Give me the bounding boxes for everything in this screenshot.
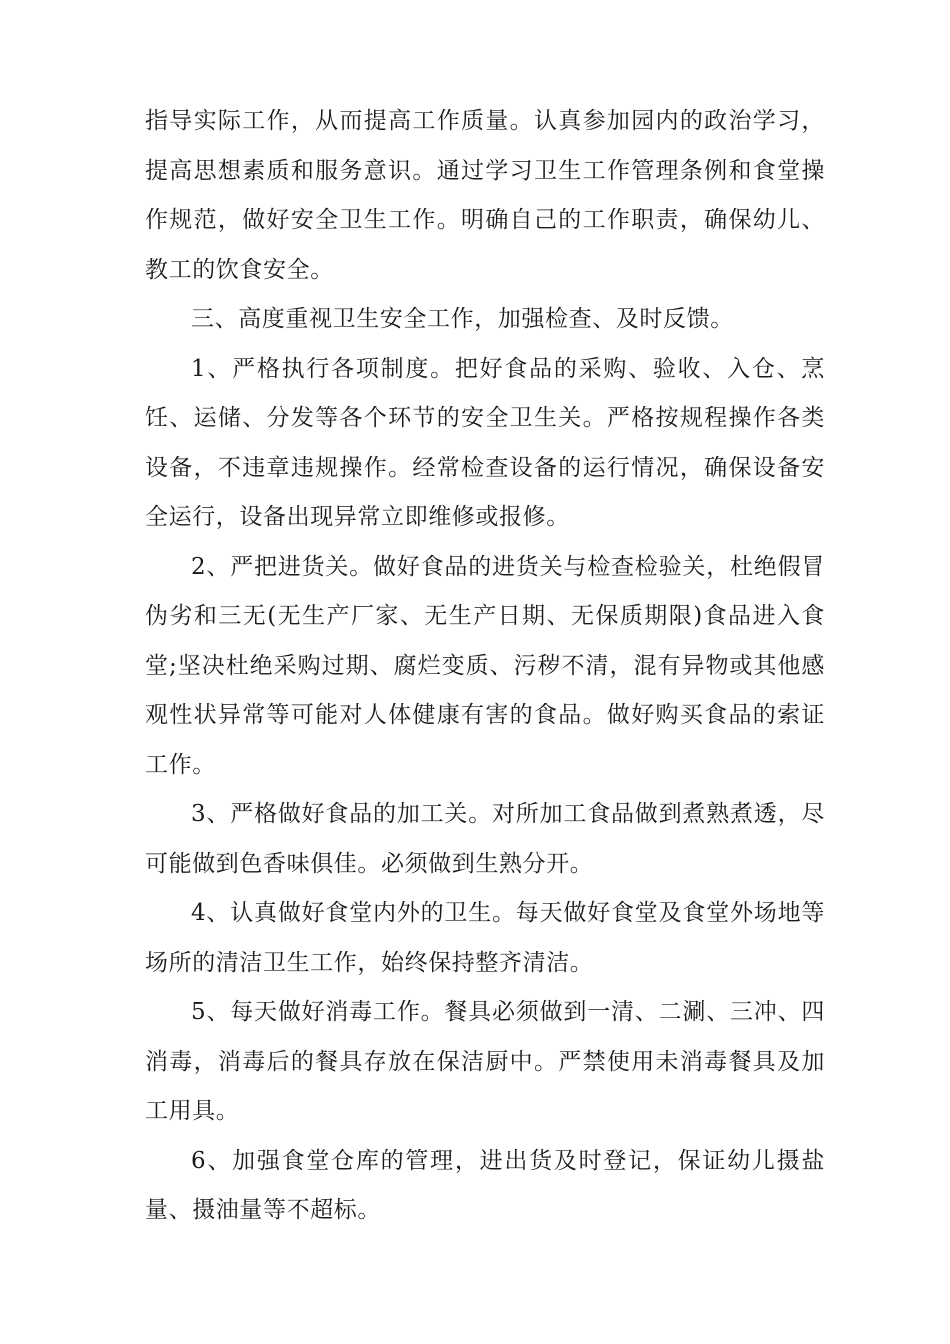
list-item-6: 6、加强食堂仓库的管理，进出货及时登记，保证幼儿摄盐量、摄油量等不超标。: [145, 1147, 825, 1223]
paragraph-continuation: 指导实际工作，从而提高工作质量。认真参加园内的政治学习，提高思想素质和服务意识。通过学习卫生工作管理条例和食堂操作规范，做好安全卫生工作。明确自己的工作职责，确保幼儿、教工的饮食安全。: [145, 108, 825, 283]
section-heading-three: 三、高度重视卫生安全工作，加强检查、及时反馈。: [191, 306, 734, 332]
list-item-4: 4、认真做好食堂内外的卫生。每天做好食堂及食堂外场地等场所的清洁卫生工作，始终保持整齐清洁。: [145, 900, 825, 976]
list-item-2: 2、严把进货关。做好食品的进货关与检查检验关，杜绝假冒伪劣和三无(无生产厂家、无生产日期、无保质期限)食品进入食堂;坚决杜绝采购过期、腐烂变质、污秽不清，混有异物或其他感观性状异常等可能对人体健康有害的食品。做好购买食品的索证工作。: [145, 553, 825, 778]
list-item-5: 5、每天做好消毒工作。餐具必须做到一清、二涮、三冲、四消毒，消毒后的餐具存放在保洁厨中。严禁使用未消毒餐具及加工用具。: [145, 999, 825, 1124]
list-item-1: 1、严格执行各项制度。把好食品的采购、验收、入仓、烹饪、运储、分发等各个环节的安全卫生关。严格按规程操作各类设备，不违章违规操作。经常检查设备的运行情况，确保设备安全运行，设备出现异常立即维修或报修。: [145, 355, 825, 530]
document-body: [145, 97, 825, 1236]
list-item-3: 3、严格做好食品的加工关。对所加工食品做到煮熟煮透，尽可能做到色香味俱佳。必须做到生熟分开。: [145, 801, 825, 877]
